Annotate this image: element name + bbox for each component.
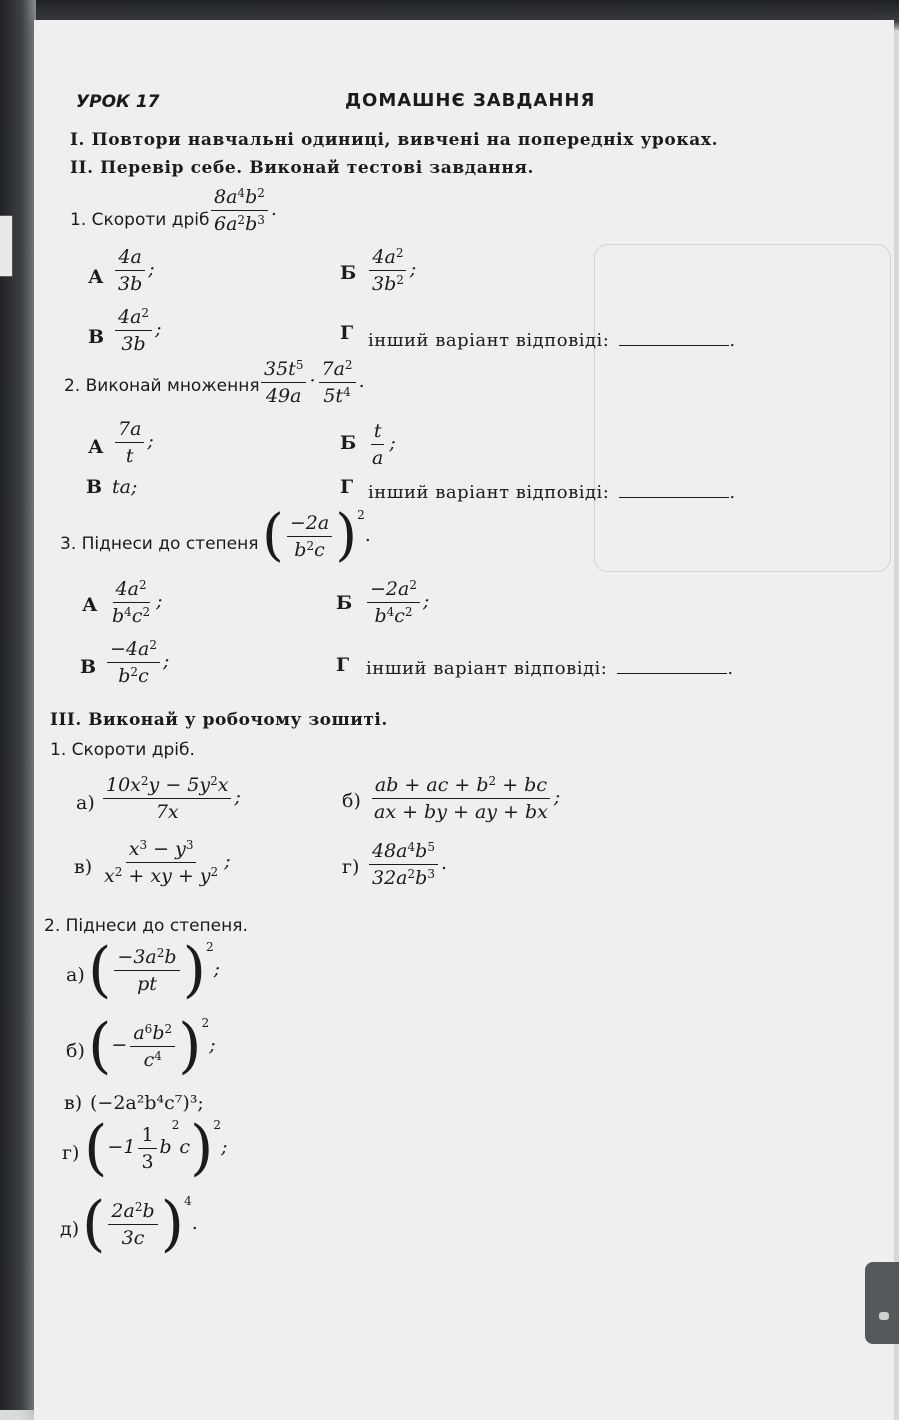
- task2-b-label: б): [66, 1040, 85, 1062]
- test1-fraction: $\frac{8a^4b^2}{6a^2b^3}$ .: [208, 186, 277, 235]
- section-iii: ІІІ. Виконай у робочому зошиті.: [50, 710, 388, 730]
- test3-power: ( $\frac{-2a}{b^2c}$ )$^2$.: [262, 503, 371, 568]
- test2-option-b: $\frac{t}{a}$ ;: [372, 420, 396, 469]
- task2-d-label: д): [60, 1218, 80, 1240]
- test2-prompt: 2. Виконай множення: [64, 376, 260, 396]
- test3-option-g-label: Г: [336, 654, 350, 676]
- faded-box: [594, 244, 891, 572]
- page-edge-tab: [0, 215, 13, 277]
- test1-option-b: $\frac{4a^2}{3b^2}$ ;: [366, 246, 416, 295]
- test2-option-v: ta;: [112, 476, 138, 498]
- page-title: ДОМАШНЄ ЗАВДАННЯ: [345, 90, 596, 111]
- section-i: І. Повтори навчальні одиниці, вивчені на попередніх уроках.: [70, 130, 719, 150]
- task1-v: $\frac{x^3 - y^3}{x^2 + xy + y^2}$ ;: [104, 838, 231, 887]
- test3-option-a-label: А: [82, 594, 98, 616]
- task1-g: $\frac{48a^4b^5}{32a^2b^3}$ .: [366, 840, 447, 889]
- test1-option-v-label: В: [88, 326, 105, 348]
- lesson-number: УРОК 17: [76, 92, 160, 112]
- test2-option-b-label: Б: [340, 432, 357, 454]
- test3-option-v-label: В: [80, 656, 97, 678]
- task2-a: ( $\frac{-3a^2b}{pt}$ )$^2$;: [88, 935, 221, 1005]
- task2-a-label: а): [66, 964, 85, 986]
- binder-clip-dot: [879, 1312, 889, 1320]
- test1-option-a: $\frac{4a}{3b}$ ;: [112, 246, 155, 295]
- test3-option-a: $\frac{4a^2}{b^4c^2}$ ;: [112, 578, 163, 627]
- test1-option-b-label: Б: [340, 262, 357, 284]
- workbook-task1-title: 1. Скороти дріб.: [50, 740, 195, 760]
- photo-background-left: [0, 0, 36, 1410]
- task2-v-label: в): [64, 1092, 83, 1114]
- task2-g-label: г): [62, 1142, 80, 1164]
- task2-b: (− $\frac{a^6b^2}{c^4}$ )$^2$;: [88, 1011, 216, 1081]
- test2-option-v-label: В: [86, 476, 103, 498]
- task1-a-label: а): [76, 792, 95, 814]
- task2-v: (−2a²b⁴c⁷)³;: [90, 1092, 204, 1114]
- binder-clip: [865, 1262, 899, 1344]
- task2-g: (−1 $\frac{1}{3}$ $b^2c)^2$;: [84, 1113, 228, 1183]
- test2-option-a-label: А: [88, 436, 104, 458]
- task2-d: ( $\frac{2a^2b}{3c}$ )$^4$.: [82, 1189, 198, 1259]
- test3-option-g-text: інший варіант відповіді: .: [366, 658, 734, 679]
- test1-option-g-text: інший варіант відповіді: .: [368, 330, 736, 351]
- task1-g-label: г): [342, 856, 360, 878]
- task1-b-label: б): [342, 790, 361, 812]
- task1-a: $\frac{10x^2y - 5y^2x}{7x}$ ;: [100, 774, 241, 823]
- test3-option-v: $\frac{-4a^2}{b^2c}$ ;: [104, 638, 169, 687]
- test3-option-b-label: Б: [336, 592, 353, 614]
- test2-option-a: $\frac{7a}{t}$ ;: [112, 418, 154, 467]
- section-ii: ІІ. Перевір себе. Виконай тестові завдання.: [70, 158, 535, 178]
- fraction: $\frac{8a^4b^2}{6a^2b^3}$: [211, 186, 268, 235]
- task1-b: $\frac{ab + ac + b^2 + bc}{ax + by + ay + bx}$ ;: [368, 774, 560, 823]
- test3-prompt: 3. Піднеси до степеня: [60, 534, 259, 554]
- test1-option-v: $\frac{4a^2}{3b}$ ;: [112, 306, 161, 355]
- test1-option-g-label: Г: [340, 322, 354, 344]
- task1-v-label: в): [74, 856, 93, 878]
- test1-option-a-label: А: [88, 266, 104, 288]
- test2-option-g-label: Г: [340, 476, 354, 498]
- test2-product: $\frac{35t^5}{49a}$ · $\frac{7a^2}{5t^4}$ .: [258, 358, 365, 407]
- test1-prompt: 1. Скороти дріб: [70, 210, 210, 230]
- workbook-task2-title: 2. Піднеси до степеня.: [44, 916, 248, 936]
- test2-option-g-text: інший варіант відповіді: .: [368, 482, 736, 503]
- test3-option-b: $\frac{-2a^2}{b^4c^2}$ ;: [364, 578, 429, 627]
